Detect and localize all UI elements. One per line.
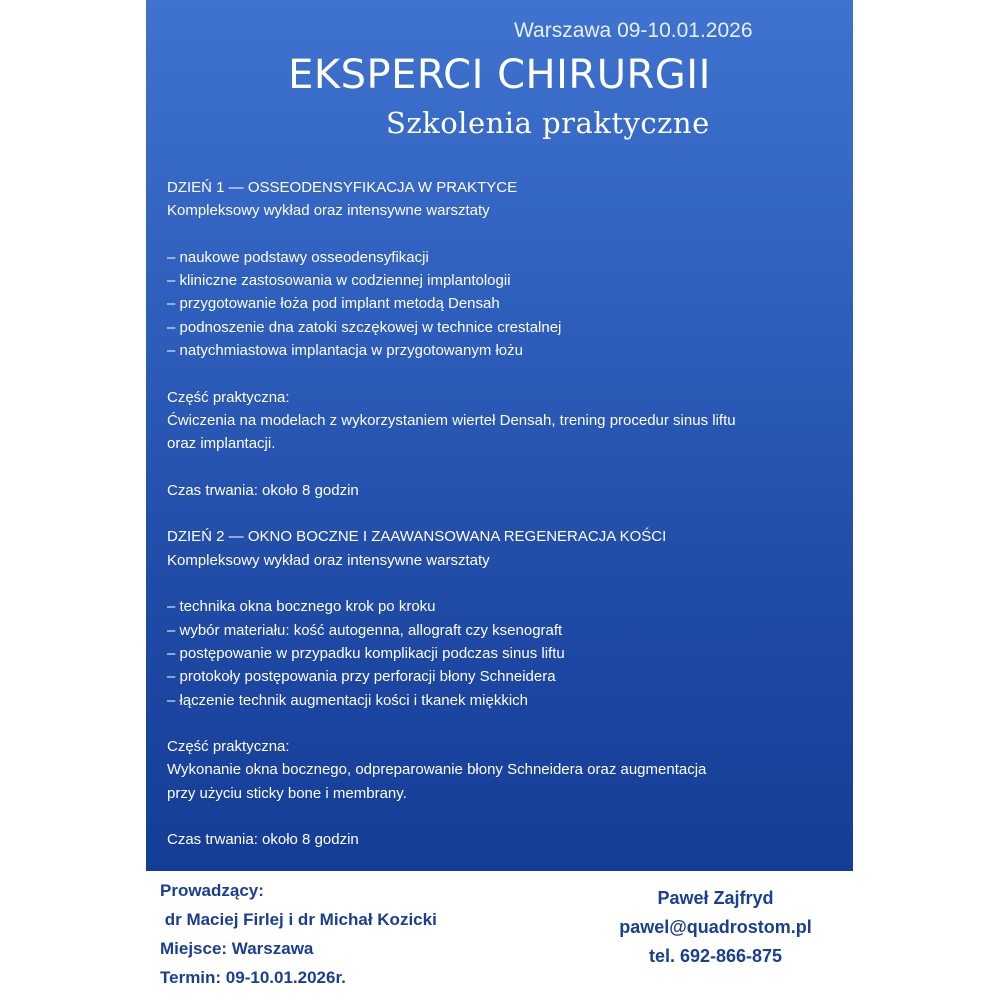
day1-practical-text: oraz implantacji. [167,435,276,453]
day2-practical-text: Wykonanie okna bocznego, odpreparowanie błony Schneidera oraz augmentacja [167,761,707,779]
list-item: – natychmiastowa implantacja w przygotowanym łożu [167,342,523,360]
list-item: – wybór materiału: kość autogenna, allograft czy ksenograft [167,621,563,639]
event-date: Warszawa 09-10.01.2026 [514,19,753,42]
spacer [167,362,827,385]
spacer [167,572,827,595]
spacer [167,456,827,479]
day1-heading: DZIEŃ 1 — OSSEODENSYFIKACJA W PRAKTYCE [167,179,518,196]
day1-practical-text: Ćwiczenia na modelach z wykorzystaniem wierteł Densah, trening procedur sinus liftu [167,411,736,429]
day2-practical-label: Część praktyczna: [167,738,290,756]
day2-heading: DZIEŃ 2 — OKNO BOCZNE I ZAAWANSOWANA REGENERACJA KOŚCI [167,528,667,546]
contact-info [560,884,871,971]
spacer [167,712,827,735]
day2-practical-text: przy użyciu sticky bone i membrany. [167,784,407,802]
contact-name: Paweł Zajfryd [657,888,774,908]
spacer [167,805,827,828]
list-item: – technika okna bocznego krok po kroku [167,598,436,616]
contact-phone[interactable]: tel. 692-866-875 [648,946,783,966]
day1-intro: Kompleksowy wykład oraz intensywne warsztaty [167,202,490,220]
day1-duration: Czas trwania: około 8 godzin [167,481,359,499]
list-item: – kliniczne zastosowania w codziennej implantologii [167,272,511,290]
page-subtitle: Szkolenia praktyczne [386,106,710,140]
day2-duration: Czas trwania: około 8 godzin [167,831,359,849]
list-item: – łączenie technik augmentacji kości i tkanek miękkich [167,691,529,709]
contact-email[interactable]: pawel@quadrostom.pl [619,917,812,937]
day2-intro: Kompleksowy wykład oraz intensywne warsztaty [167,551,490,569]
poster-panel [146,0,853,871]
spacer [167,502,827,525]
page-title: EKSPERCI CHIRURGII [288,52,711,98]
day1-practical-label: Część praktyczna: [167,388,290,406]
spacer [167,223,827,246]
list-item: – postępowanie w przypadku komplikacji podczas sinus liftu [167,644,565,662]
place: Miejsce: Warszawa [160,939,314,958]
program-body [167,176,827,852]
list-item: – podnoszenie dna zatoki szczękowej w technice crestalnej [167,318,562,336]
list-item: – naukowe podstawy osseodensyfikacji [167,248,429,266]
list-item: – przygotowanie łoża pod implant metodą Densah [167,295,500,313]
term: Termin: 09-10.01.2026r. [160,968,346,987]
footer-info [160,876,437,992]
instructors-label: Prowadzący: [160,881,264,900]
instructors-names: dr Maciej Firlej i dr Michał Kozicki [160,910,437,929]
list-item: – protokoły postępowania przy perforacji błony Schneidera [167,668,556,686]
